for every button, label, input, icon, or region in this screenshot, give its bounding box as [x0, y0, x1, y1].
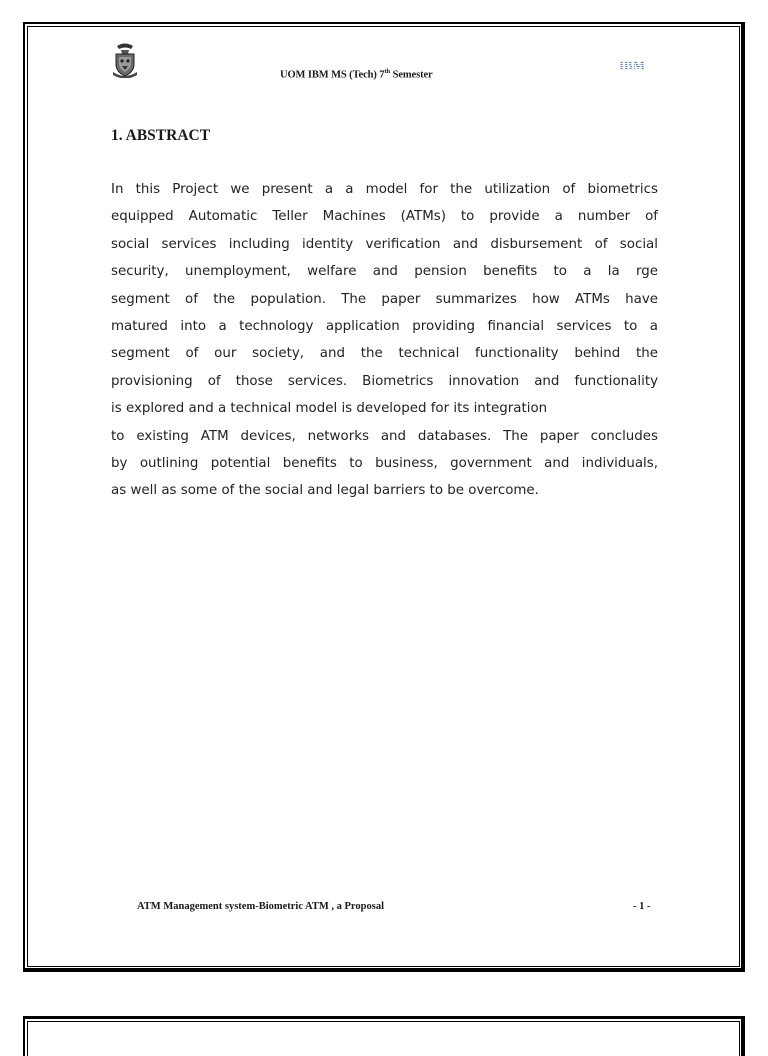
document-page — [23, 22, 745, 972]
svg-text:IBM: IBM — [619, 58, 645, 72]
abstract-line: segment of the population. The paper summarizes how ATMs have — [111, 291, 658, 307]
abstract-line: to existing ATM devices, networks and databases. The paper concludes — [111, 428, 658, 444]
abstract-paragraph — [111, 176, 658, 505]
next-page-edge — [23, 1016, 745, 1056]
footer-title: ATM Management system-Biometric ATM , a Proposal — [137, 901, 384, 912]
abstract-line: is explored and a technical model is developed for its integration — [111, 401, 548, 417]
abstract-line: equipped Automatic Teller Machines (ATMs) to provide a number of — [111, 209, 658, 225]
header-title: UOM IBM MS (Tech) 7th Semester — [280, 68, 433, 81]
footer-page-number: - 1 - — [633, 901, 651, 912]
section-heading: 1. ABSTRACT — [111, 127, 211, 144]
abstract-line: as well as some of the social and legal barriers to be overcome. — [111, 483, 539, 499]
abstract-line: social services including identity verification and disbursement of social — [111, 236, 658, 252]
university-crest-icon — [111, 42, 139, 78]
ibm-logo-icon — [617, 58, 647, 72]
abstract-line: security, unemployment, welfare and pension benefits to a la rge — [111, 264, 658, 280]
abstract-line: In this Project we present a a model for the utilization of biometrics — [111, 182, 658, 197]
abstract-line: provisioning of those services. Biometrics innovation and functionality — [111, 373, 658, 389]
abstract-line: by outlining potential benefits to business, government and individuals, — [111, 456, 658, 472]
abstract-line: matured into a technology application providing financial services to a — [111, 319, 658, 335]
abstract-line: segment of our society, and the technical functionality behind the — [111, 346, 658, 362]
